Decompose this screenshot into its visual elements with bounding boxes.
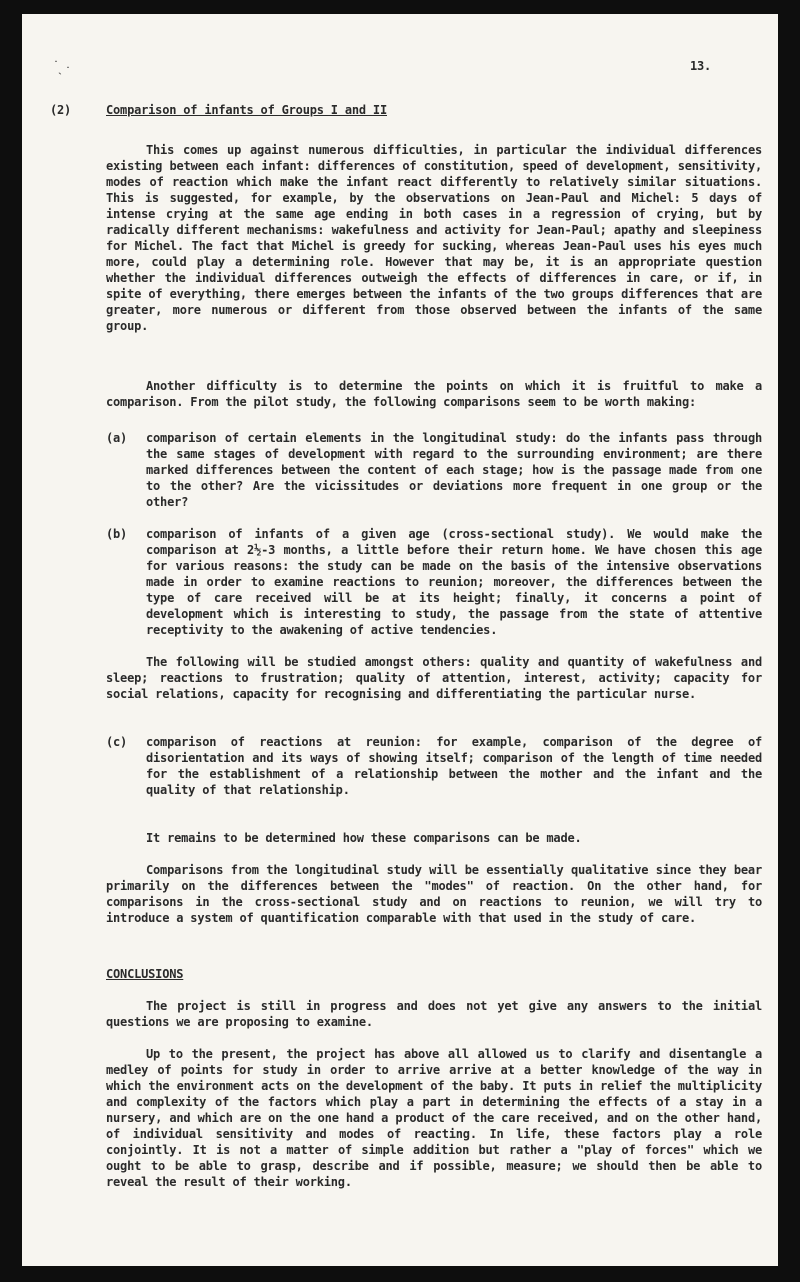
- item-a-longitudinal: comparison of certain elements in the longitudinal study: do the infants pass through the same stages of development with regard to the surrounding environment; are there marked differences between the content of each stage; how is the passage made from one to the other? Are the vicissitudes or deviations more frequent in one group or the other?: [146, 431, 762, 509]
- margin-mark: `: [58, 70, 62, 84]
- item-b-label: (b): [106, 527, 128, 541]
- paragraph-comparison-points: Another difficulty is to determine the points on which it is fruitful to make a comparison. From the pilot study, the following comparisons seem to be worth making:: [106, 379, 762, 409]
- document-page: [22, 14, 778, 1266]
- section-number: (2): [50, 103, 72, 117]
- item-c-reunion: comparison of reactions at reunion: for example, comparison of the degree of disorientation and its ways of showing itself; comparison of the length of time needed for the establishment of a relationship between the mother and the infant and the quality of that relationship.: [146, 735, 762, 797]
- item-a-label: (a): [106, 431, 128, 445]
- paragraph-remains: It remains to be determined how these comparisons can be made.: [146, 831, 582, 845]
- item-c-label: (c): [106, 735, 128, 749]
- margin-mark: ·: [66, 60, 70, 74]
- section-heading: Comparison of infants of Groups I and II: [106, 103, 387, 117]
- paragraph-quantification: Comparisons from the longitudinal study will be essentially qualitative since they bear primarily on the differences between the "modes" of reaction. On the other hand, for comparisons in the cross-sectional study and on reactions to reunion, we will try to introduce a system of quantification comparable with that used in the study of care.: [106, 863, 762, 925]
- page-number: 13.: [690, 59, 712, 73]
- paragraph-project-progress: The project is still in progress and does not yet give any answers to the initial questions we are proposing to examine.: [106, 999, 762, 1029]
- item-b-cross-sectional: comparison of infants of a given age (cross-sectional study). We would make the comparison at 2½-3 months, a little before their return home. We have chosen this age for various reasons: the study can be made on the basis of the intensive observations made in order to examine reactions to reunion; moreover, the differences between the type of care received will be at its height; finally, it concerns a point of development which is interesting to study, the passage from the state of attentive receptivity to the awakening of active tendencies.: [146, 527, 762, 637]
- conclusions-heading: CONCLUSIONS: [106, 967, 184, 981]
- paragraph-individual-differences: This comes up against numerous difficulties, in particular the individual differences existing between each infant: differences of constitution, speed of development, sensitivity, modes of reaction which make the infant react differently to relatively similar situations. This is suggested, for example, by the observations on Jean-Paul and Michel: 5 days of intense crying at the same age ending in both cases in a regression of crying, but by radically different mechanisms: wakefulness and activity for Jean-Paul; apathy and sleepiness for Michel. The fact that Michel is greedy for sucking, whereas Jean-Paul uses his eyes much more, could play a determining role. However that may be, it is an appropriate question whether the individual differences outweigh the effects of differences in care, or if, in spite of everything, there emerges between the infants of the two groups differences that are greater, more numerous or different from those observed between the infants of the same group.: [106, 143, 762, 333]
- paragraph-studied-items: The following will be studied amongst others: quality and quantity of wakefulness and sleep; reactions to frustration; quality of attention, interest, activity; capacity for social relations, capacity for recognising and differentiating the particular nurse.: [106, 655, 762, 701]
- margin-mark: ·: [54, 54, 58, 68]
- paragraph-project-findings: Up to the present, the project has above all allowed us to clarify and disentangle a medley of points for study in order to arrive arrive at a better knowledge of the way in which the environment acts on the development of the baby. It puts in relief the multiplicity and complexity of the factors which play a part in determining the effects of a stay in a nursery, and which are on the one hand a product of the care received, and on the other hand, of individual sensitivity and modes of reacting. In life, these factors play a role conjointly. It is not a matter of simple addition but rather a "play of forces" which we ought to be able to grasp, describe and if possible, measure; we should then be able to reveal the result of their working.: [106, 1047, 762, 1189]
